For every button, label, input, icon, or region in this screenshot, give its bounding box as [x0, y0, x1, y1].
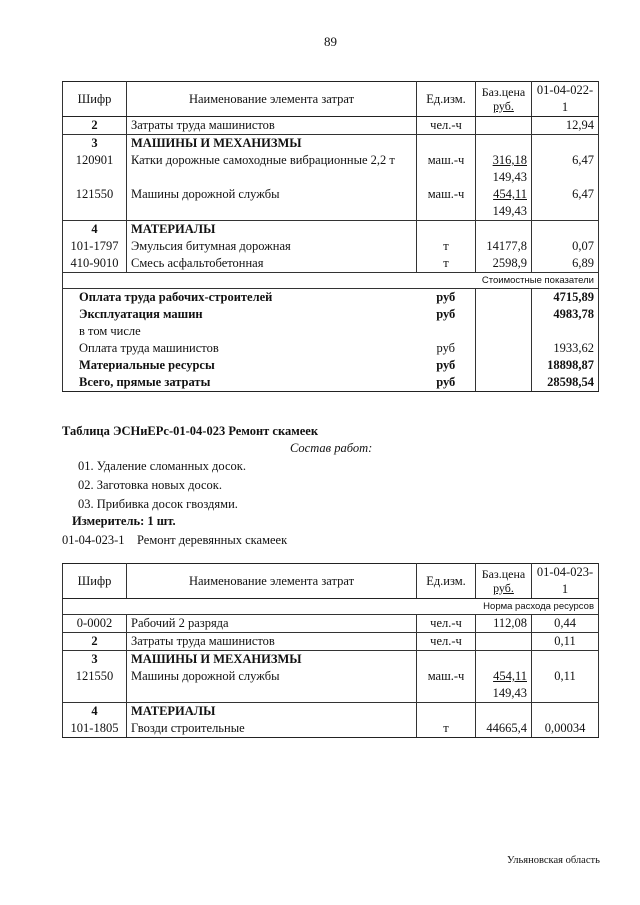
cell-code: 410-9010	[63, 255, 127, 273]
summary-label: Эксплуатация машин	[63, 306, 417, 323]
work-step: 02. Заготовка новых досок.	[78, 478, 223, 492]
cell-name: МАТЕРИАЛЫ	[127, 221, 417, 239]
price-value: 316,18	[492, 153, 527, 167]
header-code: Шифр	[63, 82, 127, 117]
cell-unit: т	[417, 238, 476, 255]
machinist-price-value: 149,43	[492, 686, 527, 700]
summary-value: 1933,62	[532, 340, 599, 357]
table-row	[63, 186, 599, 221]
cell-code: 3	[63, 135, 127, 153]
header-price-label: Баз.цена	[481, 85, 526, 99]
cell-code: 2	[63, 633, 127, 651]
cell-price	[476, 615, 532, 633]
summary-empty	[476, 306, 532, 323]
table-row	[63, 152, 599, 186]
header-norm-code: 01-04-023-1	[532, 564, 599, 599]
summary-empty	[476, 357, 532, 374]
cell-unit	[417, 135, 476, 153]
summary-empty	[476, 374, 532, 392]
table-row	[63, 117, 599, 135]
summary-row	[63, 306, 599, 323]
cell-norm-value: 6,89	[532, 255, 599, 273]
cell-norm-value	[532, 221, 599, 239]
header-price-label: Баз.цена	[481, 567, 526, 581]
cell-code: 121550	[63, 668, 127, 703]
cell-price	[476, 186, 532, 221]
band-label: Стоимостные показатели	[63, 273, 599, 289]
cell-unit	[417, 221, 476, 239]
cell-code: 4	[63, 221, 127, 239]
cell-code: 101-1805	[63, 720, 127, 738]
composition-title: Состав работ:	[290, 441, 373, 455]
summary-row	[63, 357, 599, 374]
table-row	[63, 651, 599, 669]
cell-norm-value: 0,11	[532, 668, 599, 703]
cell-norm-value: 0,07	[532, 238, 599, 255]
summary-row	[63, 374, 599, 392]
cell-code: 121550	[63, 186, 127, 221]
summary-unit: руб	[417, 357, 476, 374]
footer-region: Ульяновская область	[507, 855, 600, 866]
cell-norm-value	[532, 651, 599, 669]
summary-row	[63, 340, 599, 357]
price-value: 44665,4	[486, 721, 527, 735]
summary-label: Оплата труда рабочих-строителей	[63, 289, 417, 307]
work-step: 01. Удаление сломанных досок.	[78, 459, 246, 473]
header-norm-code: 01-04-022-1	[532, 82, 599, 117]
band-row	[63, 599, 599, 615]
summary-row	[63, 289, 599, 307]
summary-value: 18898,87	[532, 357, 599, 374]
cell-price	[476, 152, 532, 186]
header-code: Шифр	[63, 564, 127, 599]
cell-name: Рабочий 2 разряда	[127, 615, 417, 633]
cell-norm-value: 6,47	[532, 186, 599, 221]
table-row	[63, 633, 599, 651]
cell-name: Затраты труда машинистов	[127, 633, 417, 651]
band-row	[63, 273, 599, 289]
summary-empty	[476, 340, 532, 357]
cell-code: 101-1797	[63, 238, 127, 255]
table-row	[63, 703, 599, 721]
price-value: 454,11	[493, 669, 527, 683]
summary-label: Оплата труда машинистов	[63, 340, 417, 357]
cell-price	[476, 720, 532, 738]
summary-label: Всего, прямые затраты	[63, 374, 417, 392]
cell-price	[476, 135, 532, 153]
cell-code: 120901	[63, 152, 127, 186]
price-value: 14177,8	[486, 239, 527, 253]
summary-row	[63, 323, 599, 340]
table-row	[63, 135, 599, 153]
header-unit: Ед.изм.	[417, 564, 476, 599]
table-row	[63, 221, 599, 239]
price-value: 454,11	[493, 187, 527, 201]
cell-name: Машины дорожной службы	[127, 186, 417, 221]
header-price	[476, 564, 532, 599]
cell-code: 3	[63, 651, 127, 669]
cell-price	[476, 633, 532, 651]
cell-price	[476, 255, 532, 273]
cell-name: Затраты труда машинистов	[127, 117, 417, 135]
measure-unit: Измеритель: 1 шт.	[72, 514, 176, 528]
cell-price	[476, 238, 532, 255]
cell-norm-value: 0,11	[532, 633, 599, 651]
summary-unit: руб	[417, 374, 476, 392]
cell-norm-value	[532, 703, 599, 721]
cell-name: Эмульсия битумная дорожная	[127, 238, 417, 255]
cell-unit: т	[417, 720, 476, 738]
header-name: Наименование элемента затрат	[127, 564, 417, 599]
price-value: 112,08	[493, 616, 527, 630]
cell-name: МАШИНЫ И МЕХАНИЗМЫ	[127, 135, 417, 153]
cell-unit: чел.-ч	[417, 117, 476, 135]
summary-value: 4983,78	[532, 306, 599, 323]
cell-unit: маш.-ч	[417, 668, 476, 703]
summary-value	[532, 323, 599, 340]
cell-price	[476, 651, 532, 669]
summary-unit: руб	[417, 306, 476, 323]
header-name: Наименование элемента затрат	[127, 82, 417, 117]
table-row	[63, 668, 599, 703]
cell-norm-value: 0,00034	[532, 720, 599, 738]
cell-name: МАТЕРИАЛЫ	[127, 703, 417, 721]
header-price-currency: руб.	[493, 581, 514, 595]
cell-name: Смесь асфальтобетонная	[127, 255, 417, 273]
cell-unit: маш.-ч	[417, 186, 476, 221]
cell-code: 4	[63, 703, 127, 721]
cell-unit: т	[417, 255, 476, 273]
table-row	[63, 615, 599, 633]
table-title: Таблица ЭСНиЕРс-01-04-023 Ремонт скамеек	[62, 424, 319, 438]
machinist-price-value: 149,43	[492, 204, 527, 218]
cell-code: 2	[63, 117, 127, 135]
resource-table-01-04-022	[62, 81, 599, 392]
cell-unit	[417, 651, 476, 669]
work-step: 03. Прибивка досок гвоздями.	[78, 497, 238, 511]
cell-unit: маш.-ч	[417, 152, 476, 186]
cell-unit: чел.-ч	[417, 633, 476, 651]
price-value: 2598,9	[492, 256, 527, 270]
summary-unit: руб	[417, 289, 476, 307]
cell-price	[476, 703, 532, 721]
cell-norm-value: 0,44	[532, 615, 599, 633]
cell-price	[476, 221, 532, 239]
cell-code: 0-0002	[63, 615, 127, 633]
cell-norm-value: 12,94	[532, 117, 599, 135]
summary-unit: руб	[417, 340, 476, 357]
machinist-price-value: 149,43	[492, 170, 527, 184]
table-row	[63, 720, 599, 738]
summary-label: в том числе	[63, 323, 417, 340]
resource-table-01-04-023	[62, 563, 599, 738]
cell-price	[476, 117, 532, 135]
summary-value: 4715,89	[532, 289, 599, 307]
cell-name: Машины дорожной службы	[127, 668, 417, 703]
summary-value: 28598,54	[532, 374, 599, 392]
page-number: 89	[324, 34, 337, 49]
table-row	[63, 255, 599, 273]
cell-name: Гвозди строительные	[127, 720, 417, 738]
item-title: 01-04-023-1 Ремонт деревянных скамеек	[62, 533, 288, 547]
table-row	[63, 238, 599, 255]
cell-unit: чел.-ч	[417, 615, 476, 633]
summary-empty	[476, 289, 532, 307]
summary-unit	[417, 323, 476, 340]
cell-price	[476, 668, 532, 703]
band-label: Норма расхода ресурсов	[63, 599, 599, 615]
cell-norm-value: 6,47	[532, 152, 599, 186]
cell-norm-value	[532, 135, 599, 153]
header-price	[476, 82, 532, 117]
header-unit: Ед.изм.	[417, 82, 476, 117]
cell-name: МАШИНЫ И МЕХАНИЗМЫ	[127, 651, 417, 669]
summary-empty	[476, 323, 532, 340]
cell-name: Катки дорожные самоходные вибрационные 2,2 т	[127, 152, 417, 186]
cell-unit	[417, 703, 476, 721]
header-price-currency: руб.	[493, 99, 514, 113]
summary-label: Материальные ресурсы	[63, 357, 417, 374]
